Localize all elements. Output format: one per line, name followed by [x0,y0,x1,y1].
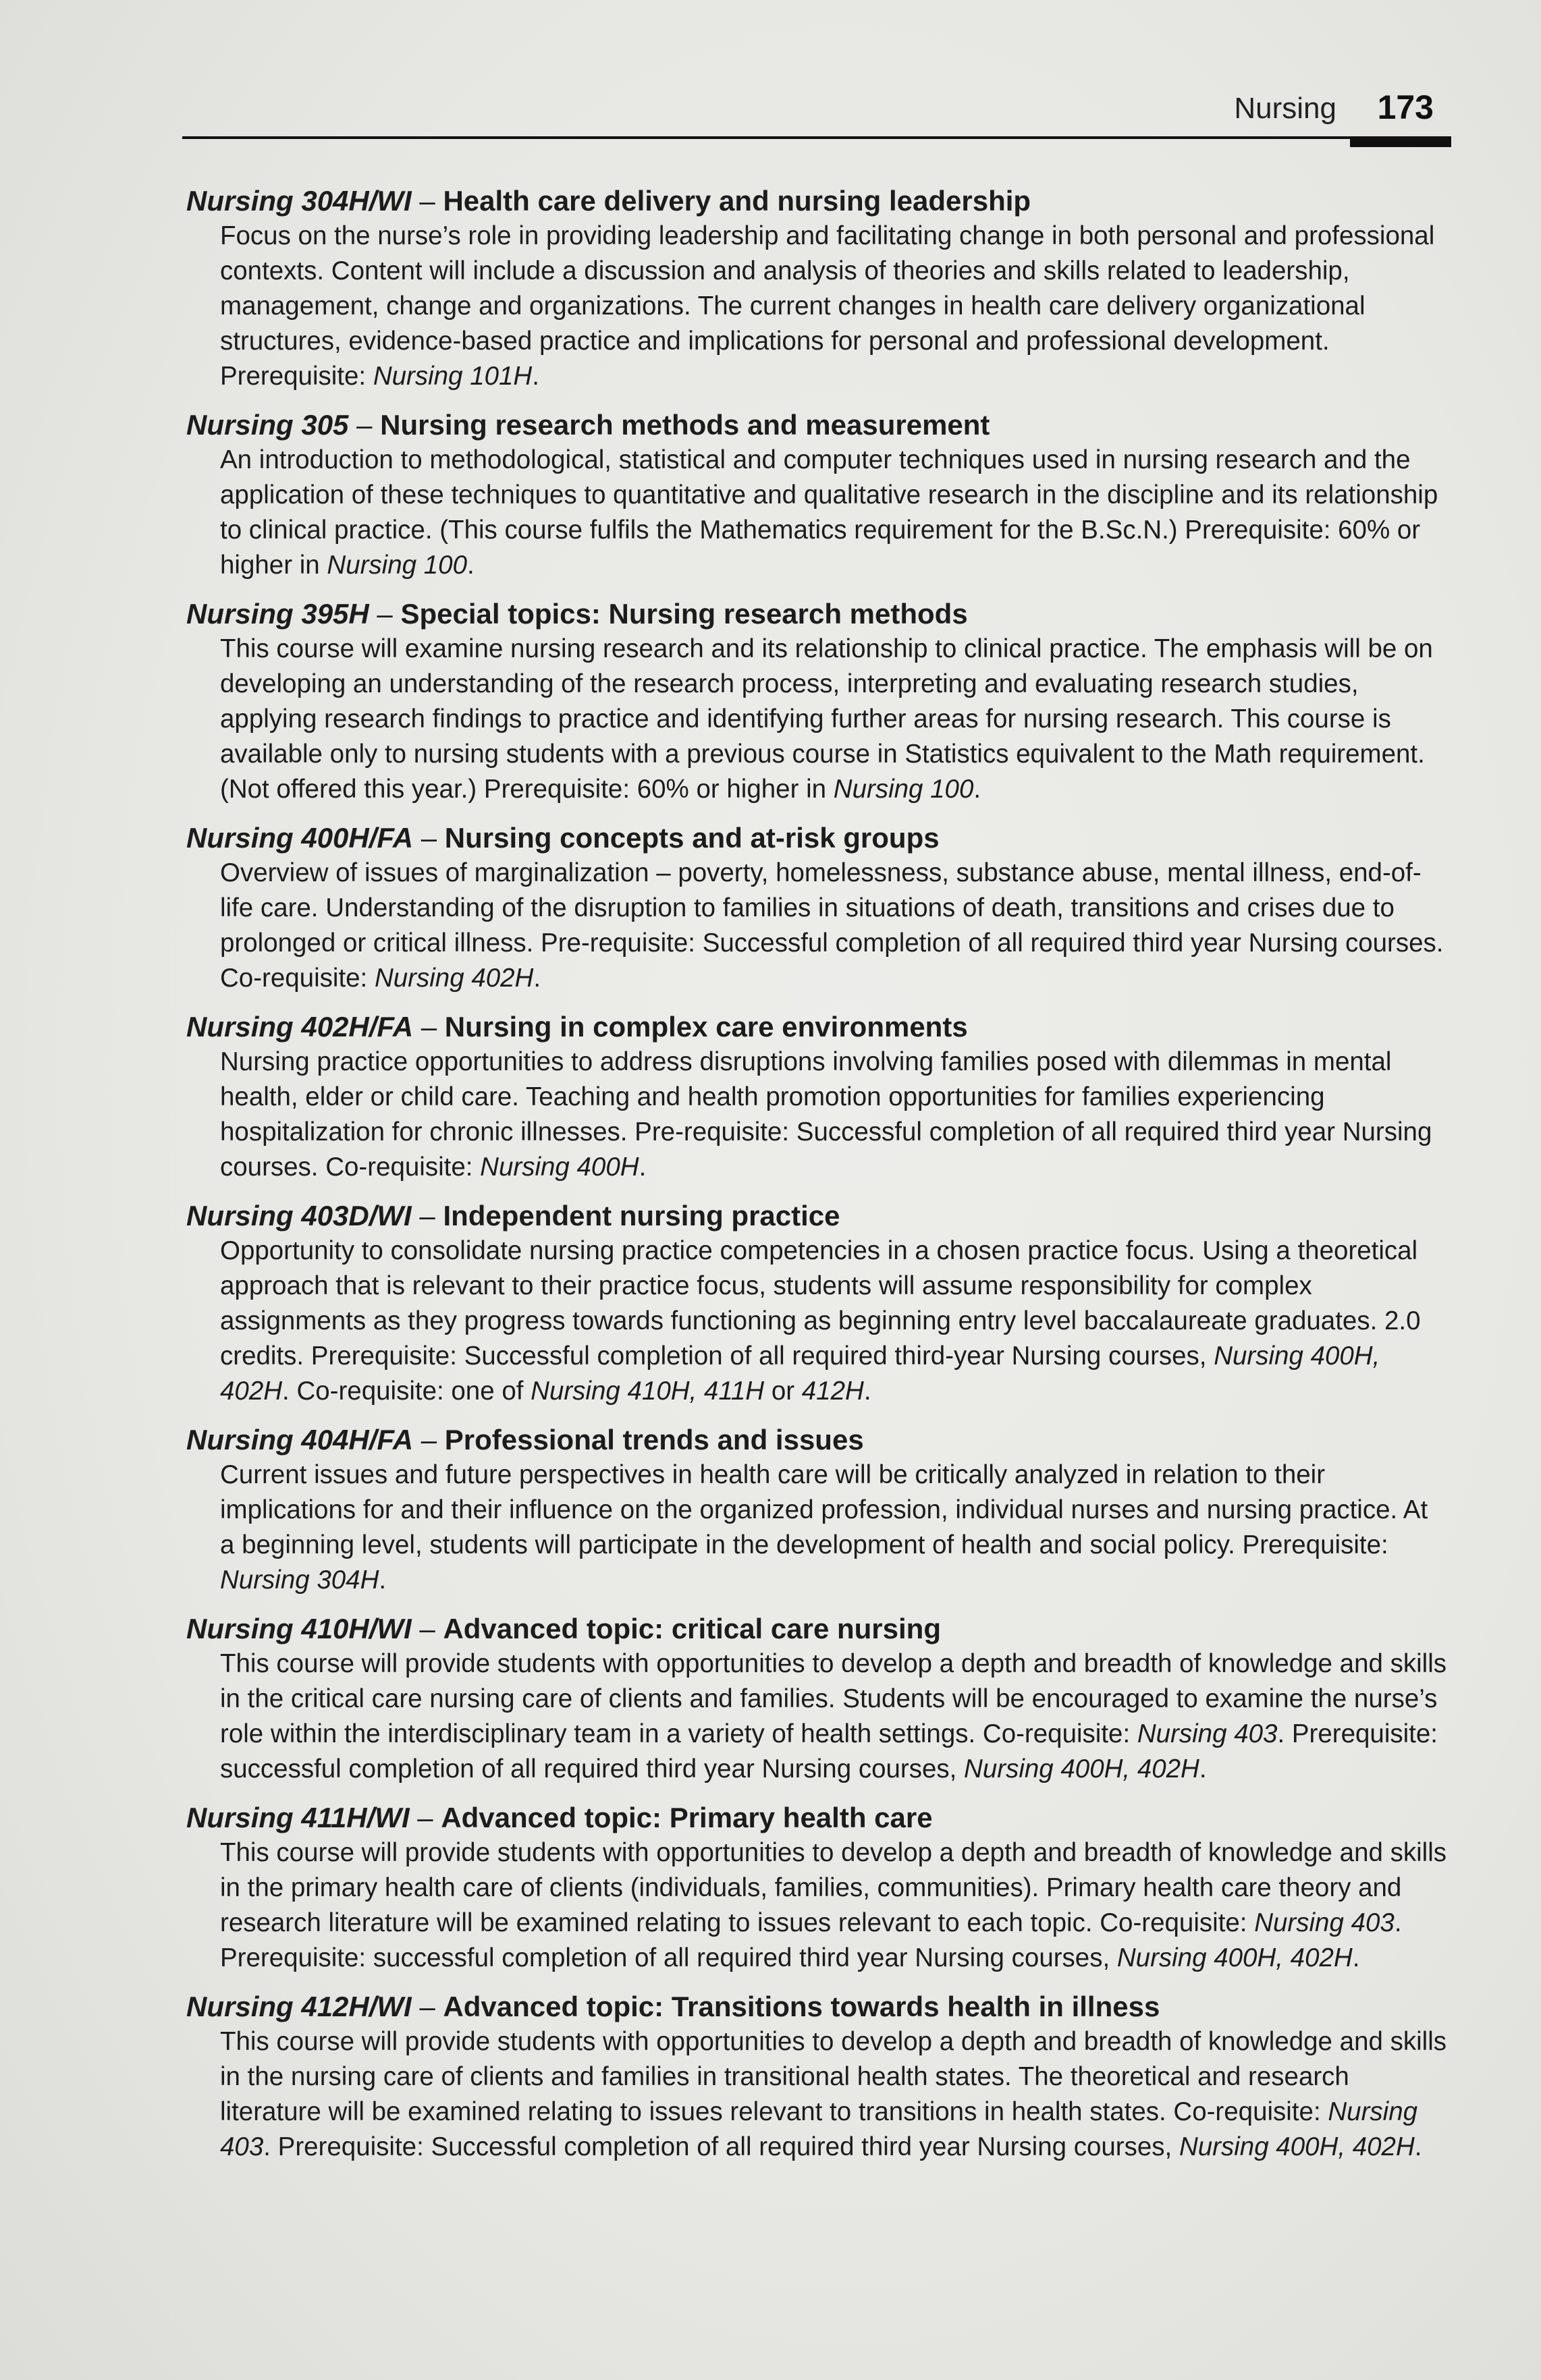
description-text: . Co-requisite: one of [282,1377,531,1406]
description-text: Overview of issues of marginalization – poverty, homelessness, substance abuse, mental illness, end-of-life care. Understanding of the disruption to families in situations of death, transitions and crises due to prolonged or critical illness. Pre-requisite: Successful completion of all required third year Nursing courses. Co-requisite: [220,858,1444,993]
course-heading [186,821,1450,856]
description-text: . [467,551,475,580]
page-header [182,81,1451,148]
course-heading [186,1009,1450,1045]
course-description [220,1458,1449,1598]
course-entry [181,597,1450,807]
description-text: Focus on the nurse’s role in providing leadership and facilitating change in both personal and professional contexts. Content will include a discussion and analysis of theories and skills related to leadership, management, change and organizations. The current changes in health care delivery organizational structures, evidence-based practice and implications for personal and professional development. Prerequisite: [220,221,1435,391]
course-code: Nursing 411H/WI [186,1802,410,1833]
description-text: An introduction to methodological, statistical and computer techniques used in nursing research and the application of these techniques to quantitative and qualitative research in the discipline and its relationship to clinical practice. (This course fulfils the Mathematics requirement for the B.Sc.N.) Prerequisite: 60% or higher in [220,445,1438,580]
course-reference: Nursing 400H, 402H [1179,2132,1415,2161]
course-code: Nursing 403D/WI [186,1200,412,1231]
course-description [220,1646,1449,1787]
description-text: . [1414,2132,1422,2161]
course-description [220,1045,1449,1185]
course-title: Advanced topic: critical care nursing [443,1613,941,1644]
course-reference: Nursing 403 [1137,1719,1278,1748]
course-reference: Nursing 403 [220,2097,1418,2161]
description-text: This course will examine nursing research and its relationship to clinical practice. The emphasis will be on developing an understanding of the research process, interpreting and evaluating research studies, applying research findings to practice and identifying further areas for nursing research. This course is available only to nursing students with a previous course in Statistics equivalent to the Math requirement. (Not offered this year.) Prerequisite: 60% or higher in [220,634,1433,804]
course-dash: – [348,409,381,441]
course-dash: – [411,1991,443,2022]
course-description [220,1835,1449,1976]
course-heading [186,1422,1450,1458]
description-text: or [764,1377,802,1406]
course-entry [181,408,1450,583]
course-dash: – [411,1200,443,1231]
course-heading [186,1989,1450,2024]
description-text: . [1199,1754,1207,1783]
course-dash: – [369,598,401,630]
course-reference: Nursing 101H [373,362,533,391]
course-reference: Nursing 400H, 402H [1116,1943,1353,1972]
course-heading [186,184,1450,219]
header-rule [182,136,1451,139]
course-dash: – [411,185,443,217]
description-text: . [639,1153,647,1182]
course-dash: – [411,1613,443,1644]
course-reference: Nursing 400H [480,1153,639,1182]
course-reference: Nursing 410H, 411H [531,1377,765,1406]
course-reference: Nursing 400H, 402H [964,1754,1199,1783]
course-code: Nursing 305 [186,409,349,441]
description-text: This course will provide students with opportunities to develop a depth and breadth of knowledge and skills in the primary health care of clients (individuals, families, communities). Primary health care theory and research literature will be examined relating to issues relevant to each topic. Co-requisite: [220,1838,1447,1937]
description-text: . [532,362,539,391]
course-description [220,1234,1449,1409]
course-entry [181,1989,1450,2165]
course-heading [186,1198,1450,1234]
course-title: Nursing concepts and at-risk groups [444,822,940,854]
course-reference: Nursing 304H [220,1566,379,1595]
course-entry [181,1800,1450,1976]
description-text: . [533,964,541,993]
course-title: Advanced topic: Primary health care [441,1802,933,1833]
course-title: Professional trends and issues [444,1424,864,1456]
course-reference: Nursing 400H, 402H [220,1341,1380,1406]
description-text: This course will provide students with opportunities to develop a depth and breadth of knowledge and skills in the nursing care of clients and families in transitional health states. The theoretical and research literature will be examined relating to issues relevant to transitions in health states. Co-requisite: [220,2027,1447,2126]
description-text: Current issues and future perspectives in health care will be critically analyzed in relation to their implications for and their influence on the organized profession, individual nurses and nursing practice. At a beginning level, students will participate in the development of health and social policy. Prerequisite: [220,1460,1428,1559]
course-dash: – [413,1011,445,1043]
description-text: . [973,775,981,804]
course-reference: Nursing 100 [833,775,974,804]
course-entry [181,821,1450,996]
course-heading [186,408,1450,443]
course-code: Nursing 400H/FA [186,822,414,854]
course-title: Health care delivery and nursing leadership [443,185,1031,217]
course-entry [181,1198,1450,1409]
course-list [181,184,1450,2178]
course-dash: – [413,1424,445,1456]
course-reference: Nursing 402H [374,964,534,993]
course-title: Advanced topic: Transitions towards health in illness [443,1991,1160,2022]
course-code: Nursing 395H [186,598,369,630]
description-text: . Prerequisite: Successful completion of all required third year Nursing courses, [263,2132,1179,2161]
course-reference: 412H [801,1377,864,1406]
description-text: . Prerequisite: successful completion of all required third year Nursing courses, [220,1908,1402,1972]
course-heading [186,1611,1450,1646]
description-text: . Prerequisite: successful completion of all required third year Nursing courses, [220,1719,1438,1783]
course-description [220,443,1449,583]
course-code: Nursing 412H/WI [186,1991,412,2022]
course-dash: – [413,822,445,854]
description-text: . [863,1377,871,1406]
course-title: Nursing research methods and measurement [380,409,990,441]
course-code: Nursing 404H/FA [186,1424,414,1456]
course-entry [181,1611,1450,1787]
running-head-section: Nursing [1234,92,1336,125]
course-title: Independent nursing practice [443,1200,840,1231]
course-entry [181,184,1450,394]
course-heading [186,1800,1450,1835]
course-code: Nursing 402H/FA [186,1011,414,1043]
course-entry [181,1009,1450,1185]
description-text: . [1352,1943,1360,1972]
course-description [220,632,1449,807]
course-dash: – [409,1802,441,1833]
course-entry [181,1422,1450,1598]
course-description [220,219,1449,394]
course-description [220,2024,1449,2165]
course-title: Special topics: Nursing research methods [400,598,968,630]
course-reference: Nursing 403 [1254,1908,1395,1937]
course-code: Nursing 304H/WI [186,185,412,217]
description-text: Nursing practice opportunities to address disruptions involving families posed with dilemmas in mental health, elder or child care. Teaching and health promotion opportunities for families experiencing hospitalization for chronic illnesses. Pre-requisite: Successful completion of all required third year Nursing courses. Co-requisite: [220,1047,1432,1182]
course-description [220,856,1449,996]
page-number: 173 [1377,88,1434,126]
course-code: Nursing 410H/WI [186,1613,412,1644]
course-title: Nursing in complex care environments [444,1011,968,1043]
header-tab-bar [1350,136,1451,147]
description-text: This course will provide students with opportunities to develop a depth and breadth of knowledge and skills in the critical care nursing care of clients and families. Students will be encouraged to examine the nurse’s role within the interdisciplinary team in a variety of health settings. Co-requisite: [220,1649,1447,1748]
description-text: Opportunity to consolidate nursing practice competencies in a chosen practice focus. Using a theoretical approach that is relevant to their practice focus, students will assume responsibility for complex assignments as they progress towards functioning as beginning entry level baccalaureate graduates. 2.0 credits. Prerequisite: Successful completion of all required third-year Nursing courses, [220,1236,1421,1371]
course-heading [186,597,1450,632]
description-text: . [379,1566,387,1595]
course-reference: Nursing 100 [327,551,467,580]
